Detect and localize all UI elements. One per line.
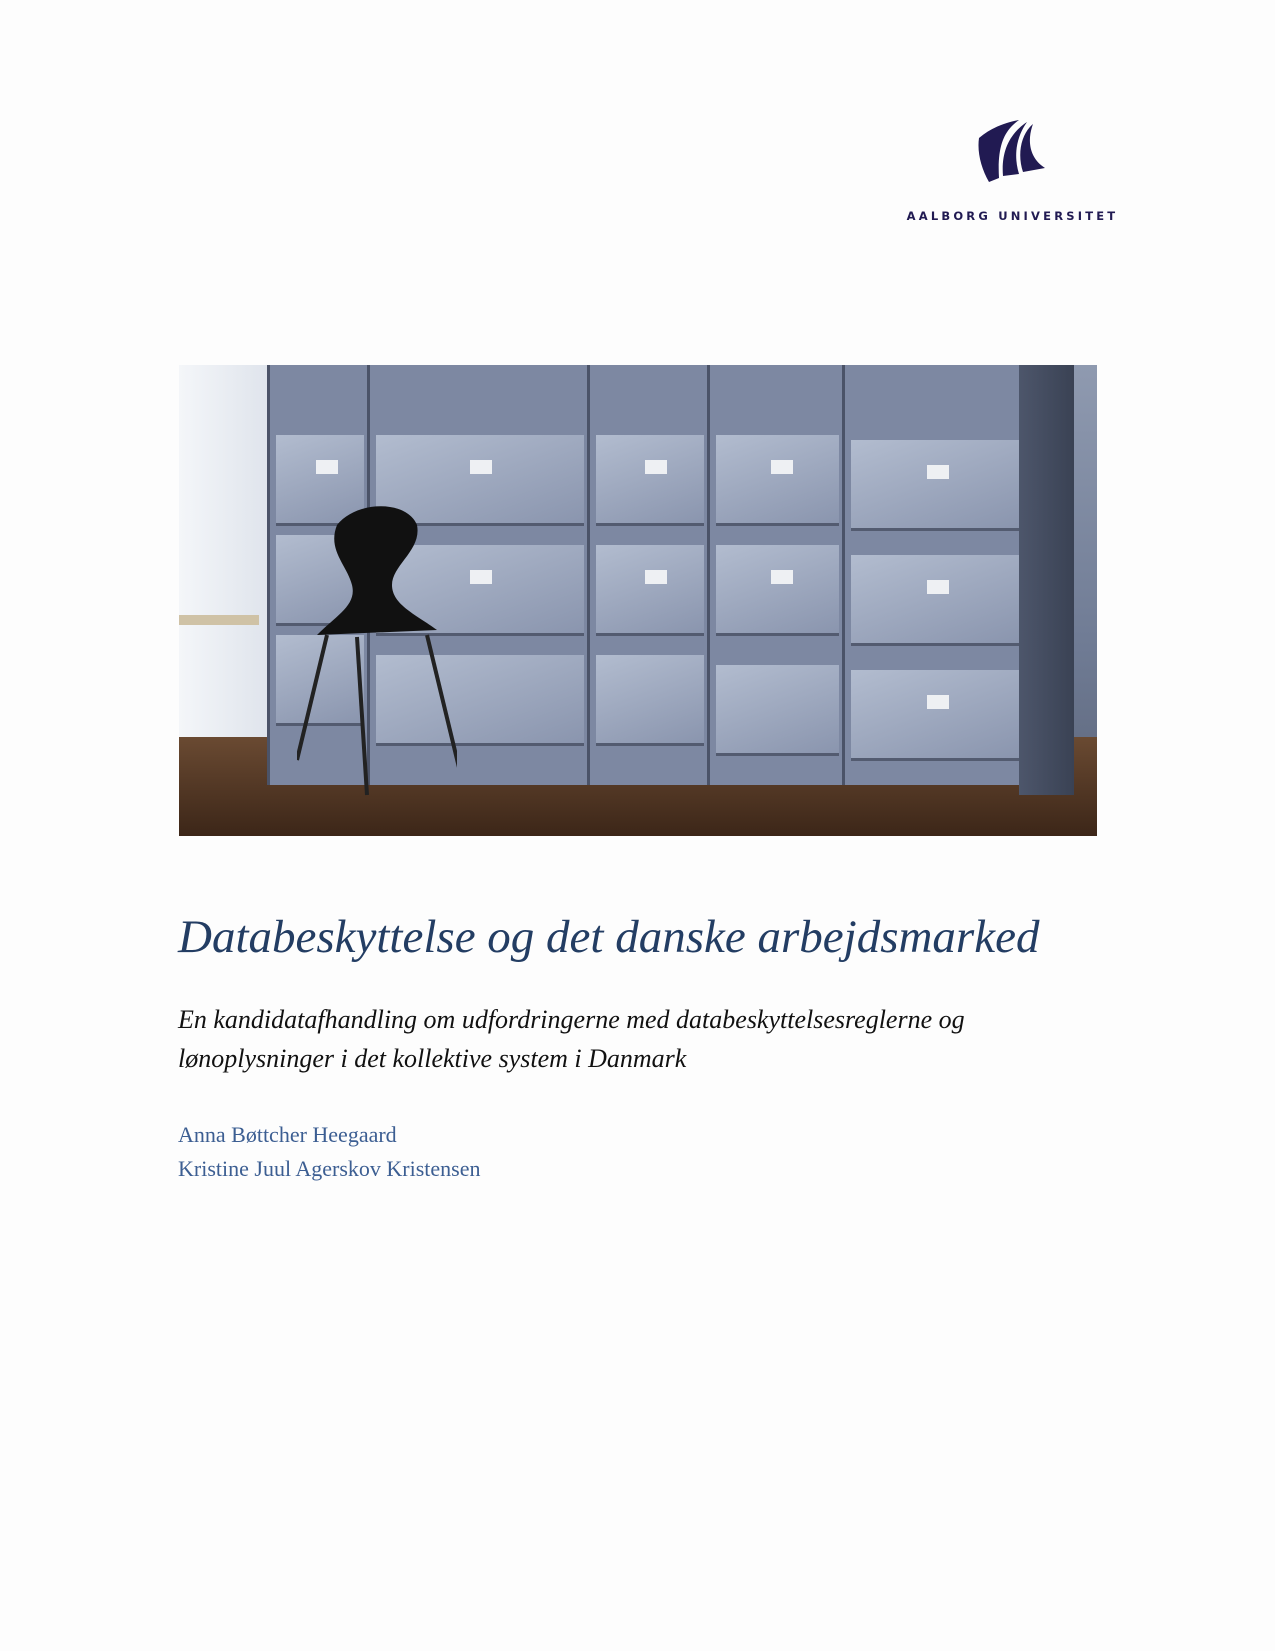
chair-icon bbox=[297, 505, 457, 805]
cabinet-column bbox=[707, 365, 845, 785]
cabinet-column bbox=[587, 365, 710, 785]
aalborg-university-logo bbox=[905, 112, 1120, 227]
logo-text: AALBORG UNIVERSITET bbox=[906, 209, 1119, 223]
subtitle-line: lønoplysninger i det kollektive system i Danmark bbox=[178, 1044, 687, 1073]
university-wave-icon bbox=[975, 118, 1050, 188]
author-list bbox=[178, 1118, 480, 1186]
subtitle-line: En kandidatafhandling om udfordringerne med databeskyttelsesreglerne og bbox=[178, 1005, 965, 1034]
document-title: Databeskyttelse og det danske arbejdsmarked bbox=[178, 911, 1040, 963]
window-sill bbox=[179, 615, 259, 625]
document-subtitle bbox=[178, 1000, 1128, 1078]
cabinet-column bbox=[842, 365, 1025, 785]
author-name: Anna Bøttcher Heegaard bbox=[178, 1122, 397, 1147]
author-name: Kristine Juul Agerskov Kristensen bbox=[178, 1156, 481, 1181]
window bbox=[179, 365, 269, 737]
cover-photo-filing-cabinets bbox=[179, 365, 1097, 836]
cabinet-side bbox=[1019, 365, 1074, 795]
